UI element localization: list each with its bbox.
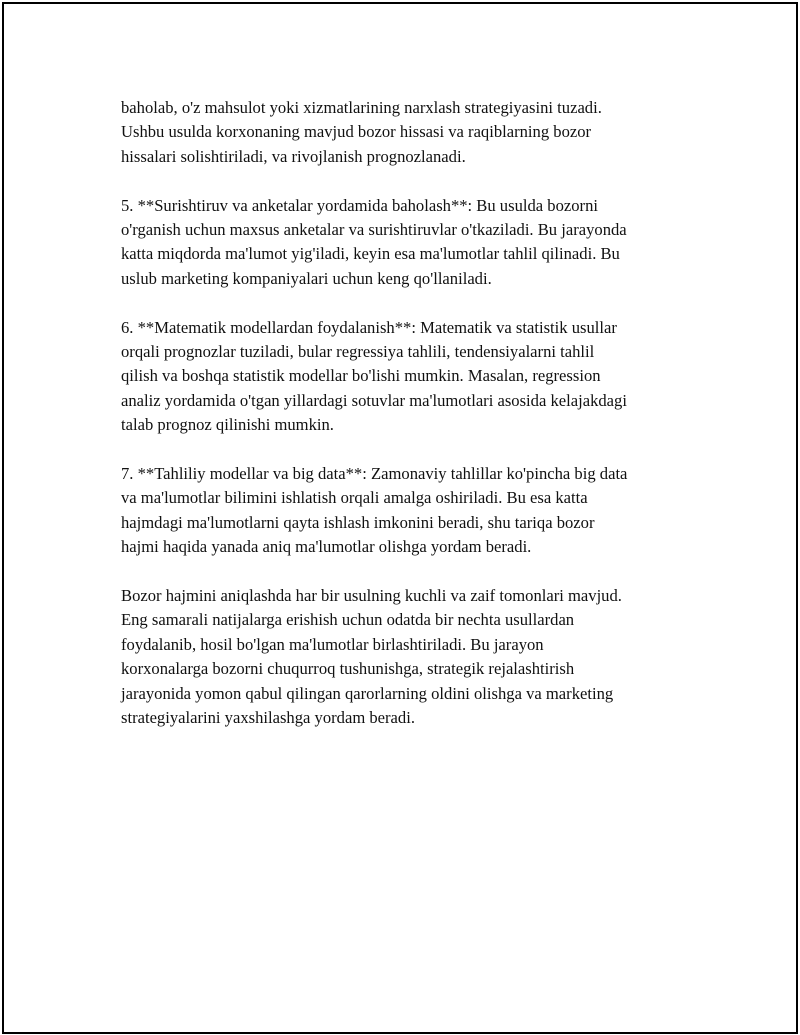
text-line: uslub marketing kompaniyalari uchun keng qo'llaniladi.: [121, 268, 492, 288]
text-line: Ushbu usulda korxonaning mavjud bozor hissasi va raqiblarning bozor: [121, 122, 592, 142]
text-line: o'rganish uchun maxsus anketalar va surishtiruvlar o'tkaziladi. Bu jarayonda: [121, 220, 627, 240]
text-line: strategiyalarini yaxshilashga yordam beradi.: [121, 708, 415, 728]
text-line: va ma'lumotlar bilimini ishlatish orqali amalga oshiriladi. Bu esa katta: [121, 488, 588, 508]
paragraph-item-6: [121, 316, 701, 438]
text-line: hajmi haqida yanada aniq ma'lumotlar olishga yordam beradi.: [121, 537, 532, 557]
paragraph-intro-continuation: [121, 96, 701, 169]
text-line: katta miqdorda ma'lumot yig'iladi, keyin esa ma'lumotlar tahlil qilinadi. Bu: [121, 244, 620, 264]
text-line: Eng samarali natijalarga erishish uchun odatda bir nechta usullardan: [121, 610, 575, 630]
text-line: hajmdagi ma'lumotlarni qayta ishlash imkonini beradi, shu tariqa bozor: [121, 512, 595, 532]
paragraph-conclusion: [121, 584, 701, 730]
text-line: Bozor hajmini aniqlashda har bir usulning kuchli va zaif tomonlari mavjud.: [121, 586, 622, 606]
text-line: talab prognoz qilinishi mumkin.: [121, 415, 334, 435]
text-line: qilish va boshqa statistik modellar bo'lishi mumkin. Masalan, regression: [121, 366, 601, 386]
text-line: foydalanib, hosil bo'lgan ma'lumotlar birlashtiriladi. Bu jarayon: [121, 634, 544, 654]
text-line: 6. **Matematik modellardan foydalanish**: Matematik va statistik usullar: [121, 317, 617, 337]
text-line: analiz yordamida o'tgan yillardagi sotuvlar ma'lumotlari asosida kelajakdagi: [121, 390, 627, 410]
text-line: 5. **Surishtiruv va anketalar yordamida baholash**: Bu usulda bozorni: [121, 195, 598, 215]
text-line: korxonalarga bozorni chuqurroq tushunishga, strategik rejalashtirish: [121, 659, 575, 679]
text-line: hissalari solishtiriladi, va rivojlanish prognozlanadi.: [121, 146, 466, 166]
text-line: baholab, o'z mahsulot yoki xizmatlarining narxlash strategiyasini tuzadi.: [121, 98, 602, 117]
text-line: jarayonida yomon qabul qilingan qarorlarning oldini olishga va marketing: [121, 683, 614, 703]
document-body: [121, 96, 701, 755]
document-page: [2, 2, 798, 1034]
paragraph-item-7: [121, 462, 701, 560]
text-line: 7. **Tahliliy modellar va big data**: Zamonaviy tahlillar ko'pincha big data: [121, 464, 628, 484]
paragraph-item-5: [121, 194, 701, 292]
text-line: orqali prognozlar tuziladi, bular regressiya tahlili, tendensiyalarni tahlil: [121, 342, 595, 362]
